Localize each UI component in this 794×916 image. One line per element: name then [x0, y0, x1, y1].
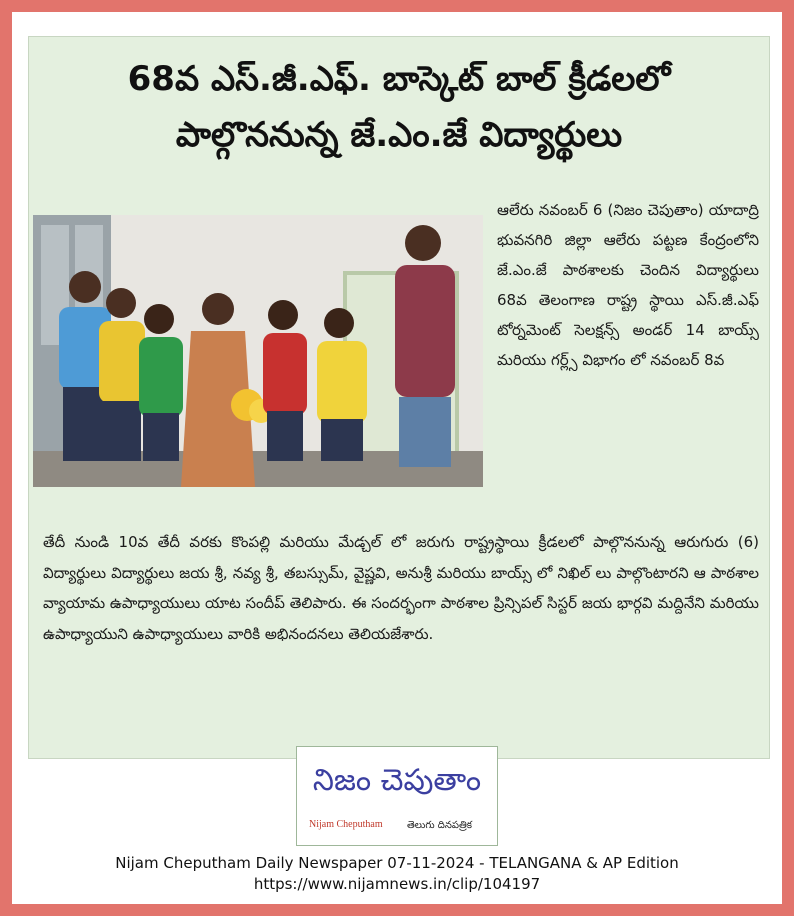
footer-edition-line: Nijam Cheputham Daily Newspaper 07-11-2024 - TELANGANA & AP Edition	[115, 854, 679, 872]
article-paragraph-full: తేదీ నుండి 10వ తేదీ వరకు కొంపల్లి మరియు మేడ్చల్ లో జరుగు రాష్ట్రస్థాయి క్రీడలలో పాల్గొననున్న ఆరుగురు (6) విద్యార్థులు విద్యార్థులు జయ శ్రీ, నవ్య శ్రీ, తబస్సుమ్, వైష్ణవి, అనుశ్రీ మరియు బాయ్స్ లో నిఖిల్ లు పాల్గొంటారని ఆ పాఠశాల వ్యాయామ ఉపాధ్యాయులు యాట సందీప్ తెలిపారు. ఈ సందర్భంగా పాఠశాల ప్రిన్సిపల్ సిస్టర్ జయ భార్గవి మద్దినేని మరియు ఉపాధ్యాయుని ఉపాధ్యాయులు వారికి అభినందనలు తెలియజేశారు.	[43, 533, 759, 643]
newspaper-logo	[296, 746, 498, 846]
news-clipping	[28, 36, 770, 759]
page-sheet	[12, 12, 782, 904]
headline-line-1: 68వ ఎస్.జీ.ఎఫ్. బాస్కెట్ బాల్ క్రీడలలో	[127, 59, 671, 99]
group-photo-illustration	[33, 215, 483, 487]
logo-main-text: నిజం చెపుతాం	[312, 763, 482, 798]
logo-english-text: Nijam Cheputham	[309, 819, 383, 830]
footer-clip-url[interactable]: https://www.nijamnews.in/clip/104197	[253, 875, 541, 893]
logo-tagline: తెలుగు దినపత్రిక	[407, 820, 473, 831]
article-photo	[33, 215, 483, 487]
article-paragraph-right: ఆలేరు నవంబర్ 6 (నిజం చెపుతాం) యాదాద్రి భువనగిరి జిల్లా ఆలేరు పట్టణ కేంద్రంలోని జే.ఎం.జే పాఠశాలకు చెందిన విద్యార్థులు 68వ తెలంగాణ రాష్ట్ర స్థాయి ఎస్.జీ.ఎఫ్ టోర్నమెంట్ సెలక్షన్స్ అండర్ 14 బాయ్స్ మరియు గర్ల్స్ విభాగం లో నవంబర్ 8వ	[497, 201, 759, 369]
headline-line-2: పాల్గొననున్న జే.ఎం.జే విద్యార్థులు	[175, 115, 623, 155]
